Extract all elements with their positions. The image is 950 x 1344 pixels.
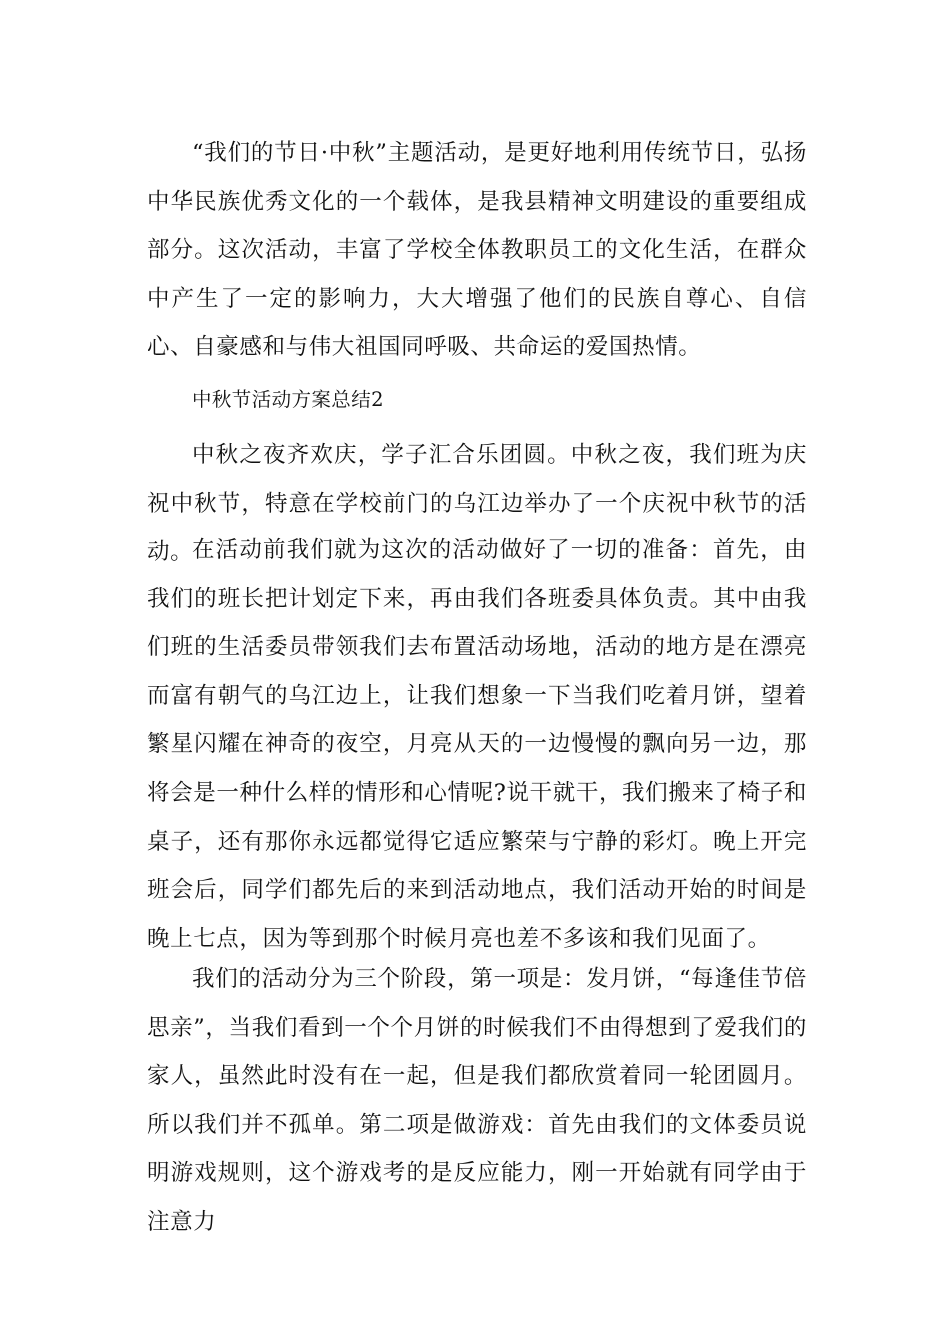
paragraph-intro-summary: “我们的节日·中秋”主题活动，是更好地利用传统节日，弘扬中华民族优秀文化的一个载体，是我县精神文明建设的重要组成部分。这次活动，丰富了学校全体教职员工的文化生活，在群众中产生了一定的影响力，大大增强了他们的民族自尊心、自信心、自豪感和与伟大祖国同呼吸、共命运的爱国热情。 bbox=[147, 140, 807, 361]
paragraph-opening: 中秋之夜齐欢庆，学子汇合乐团圆。中秋之夜，我们班为庆祝中秋节，特意在学校前门的乌江边举办了一个庆祝中秋节的活动。 bbox=[147, 442, 807, 566]
section-heading: 中秋节活动方案总结2 bbox=[192, 388, 384, 411]
paragraph-preparation: 在活动前我们就为这次的活动做好了一切的准备：首先，由我们的班长把计划定下来，再由我们各班委具体负责。其中由我们班的生活委员带领我们去布置活动场地，活动的地方是在漂亮而富有朝气的乌江边上，让我们想象一下当我们吃着月饼，望着繁星闪耀在神奇的夜空，月亮从天的一边慢慢的飘向另一边，那将会是一种什么样的情形和心情呢?说干就干，我们搬来了椅子和桌子，还有那你永远都觉得它适应繁荣与宁静的彩灯。晚上开完班会后，同学们都先后的来到活动地点，我们活动开始的时间是晚上七点，因为等到那个时候月亮也差不多该和我们见面了。 bbox=[147, 537, 807, 952]
paragraph-activity-stages: 我们的活动分为三个阶段，第一项是：发月饼，“每逢佳节倍思亲”，当我们看到一个个月饼的时候我们不由得想到了爱我们的家人，虽然此时没有在一起，但是我们都欣赏着同一轮团圆月。所以我们并不孤单。第二项是做游戏：首先由我们的文体委员说明游戏规则，这个游戏考的是反应能力，刚一开始就有同学由于注意力 bbox=[147, 966, 807, 1235]
